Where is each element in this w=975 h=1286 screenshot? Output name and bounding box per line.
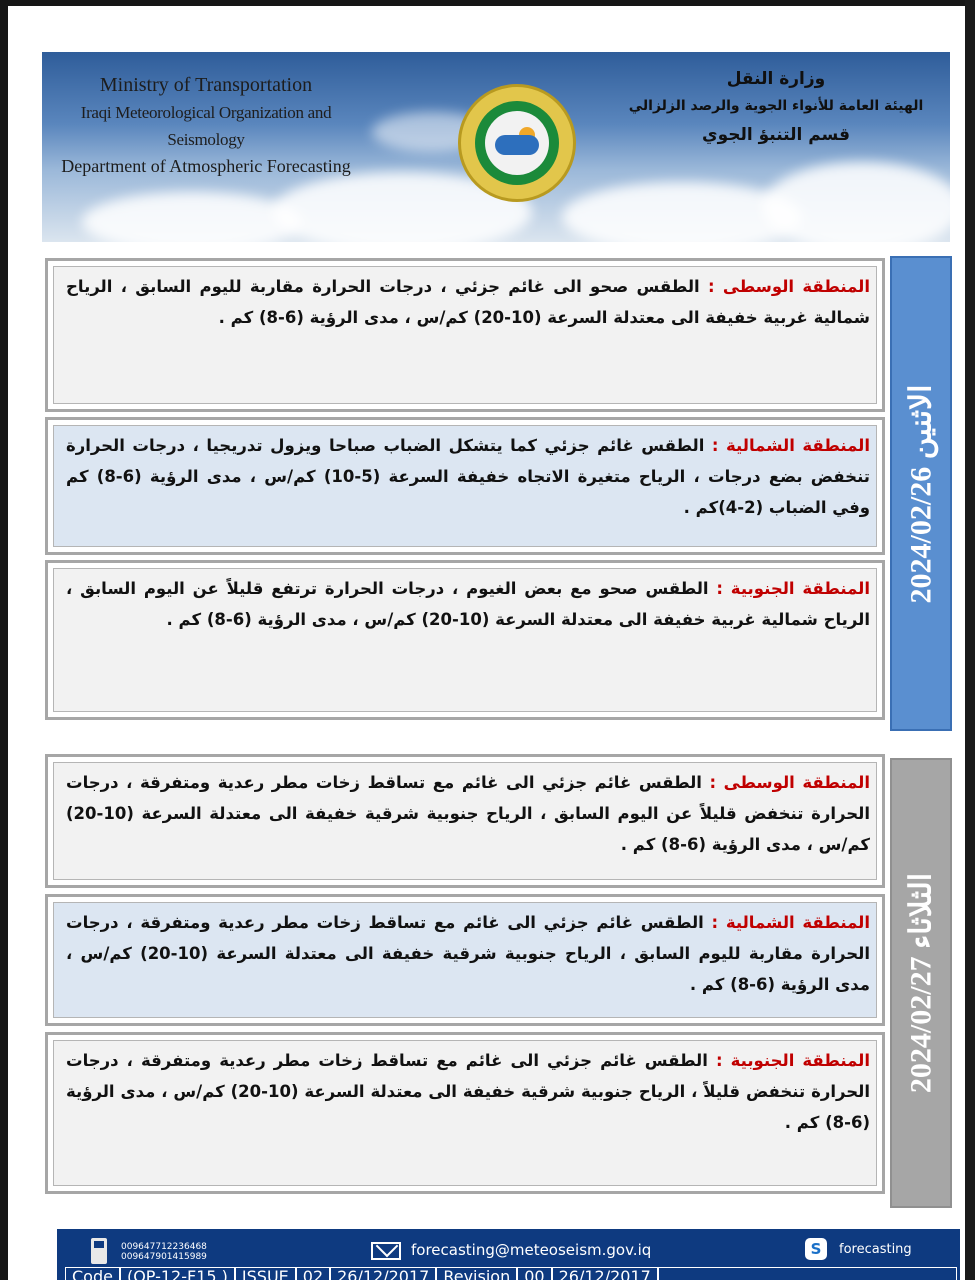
region-forecast: الطقس غائم جزئي كما يتشكل الضباب صباحا ويزول تدريجيا ، درجات الحرارة تنخفض بضع درجات ، الرياح متغيرة الاتجاه خفيفة السرعة (5-10) كم/س ، مدى الرؤية (6-8) كم وفي الضباب (2-4)كم . [66,436,871,517]
page-top-border [0,0,975,6]
region-name: المنطقة الجنوبية : [716,579,870,598]
forecast-box-south-day1 [45,560,885,720]
phone-number: 009647901415989 [121,1252,207,1262]
page-right-border [965,0,975,1280]
en-department: Department of Atmospheric Forecasting [61,156,351,176]
phone-numbers [121,1242,207,1262]
forecast-text [66,430,870,523]
region-name: المنطقة الشمالية : [711,913,871,932]
issue-value: 02 [297,1268,331,1284]
skype-handle[interactable]: forecasting [839,1242,912,1257]
english-header [56,72,356,180]
page-left-border [0,0,8,1280]
ar-ministry: وزارة النقل [726,69,826,89]
code-label: Code [66,1268,121,1284]
region-forecast: الطقس غائم جزئي الى غائم مع تساقط زخات مطر رعدية ومتفرقة ، درجات الحرارة تنخفض قليلاً عن اليوم السابق ، الرياح جنوبية شرقية خفيفة الى معتدلة السرعة (10-20) كم/س ، مدى الرؤية (6-8) كم . [66,773,870,854]
forecast-box-central-day1 [45,258,885,412]
region-forecast: الطقس غائم جزئي الى غائم مع تساقط زخات مطر رعدية ومتفرقة ، درجات الحرارة تنخفض قليلاً ، الرياح جنوبية شرقية خفيفة الى معتدلة السرعة (10-20) كم/س ، مدى الرؤية (6-8) كم . [66,1051,870,1132]
forecast-text [66,271,870,333]
region-name: المنطقة الجنوبية : [715,1051,871,1070]
document-code-row [65,1267,957,1285]
date-bar-day1 [890,256,952,731]
forecast-text [66,573,870,635]
en-organization: Iraqi Meteorological Organization and Seismology [80,103,332,149]
date-bar-day2 [890,758,952,1208]
skype-icon: S [805,1238,827,1260]
region-forecast: الطقس صحو الى غائم جزئي ، درجات الحرارة مقاربة لليوم السابق ، الرياح شمالية غربية خفيفة الى معتدلة السرعة (10-20) كم/س ، مدى الرؤية (6-8) كم . [66,277,870,327]
region-forecast: الطقس غائم جزئي الى غائم مع تساقط زخات مطر رعدية ومتفرقة ، درجات الحرارة مقاربة لليوم السابق ، الرياح جنوبية شرقية خفيفة الى معتدلة السرعة (10-20) كم/س ، مدى الرؤية (6-8) كم . [66,913,870,994]
arabic-header [616,66,936,150]
forecast-text [66,1045,870,1138]
issue-label: ISSUE [236,1268,297,1284]
forecast-box-central-day2 [45,754,885,888]
date-label: الثلاثاء 2024/02/27 [904,872,938,1094]
phone-number: 009647712236468 [121,1242,207,1252]
header-banner [42,52,950,242]
region-name: المنطقة الشمالية : [711,436,870,455]
cloud-icon [495,135,539,155]
issue-date: 26/12/2017 [331,1268,437,1284]
forecast-text [66,767,870,860]
mail-icon [371,1242,401,1260]
region-name: المنطقة الوسطى : [707,277,870,296]
region-forecast: الطقس صحو مع بعض الغيوم ، درجات الحرارة ترتفع قليلاً عن اليوم السابق ، الرياح شمالية غربية خفيفة الى معتدلة السرعة (10-20) كم/س ، مدى الرؤية (6-8) كم . [66,579,870,629]
cloud-shape [762,162,950,242]
revision-label: Revision [437,1268,518,1284]
en-ministry: Ministry of Transportation [99,74,313,96]
revision-value: 00 [518,1268,552,1284]
email-address[interactable]: forecasting@meteoseism.gov.iq [411,1241,652,1259]
region-name: المنطقة الوسطى : [709,773,870,792]
forecast-box-south-day2 [45,1032,885,1194]
cloud-shape [82,192,302,242]
footer-bar [57,1229,960,1286]
organization-logo [458,84,576,202]
forecast-box-north-day1 [45,417,885,555]
code-value: (OP-12-F15 ) [121,1268,236,1284]
forecast-box-north-day2 [45,894,885,1026]
ar-department: قسم التنبؤ الجوي [702,125,850,145]
phone-icon [91,1238,107,1264]
ar-organization: الهيئة العامة للأنواء الجوية والرصد الزلزالي [628,98,924,114]
date-label: الاثنين 2024/02/26 [904,384,938,603]
revision-date: 26/12/2017 [553,1268,659,1284]
forecast-text [66,907,870,1000]
